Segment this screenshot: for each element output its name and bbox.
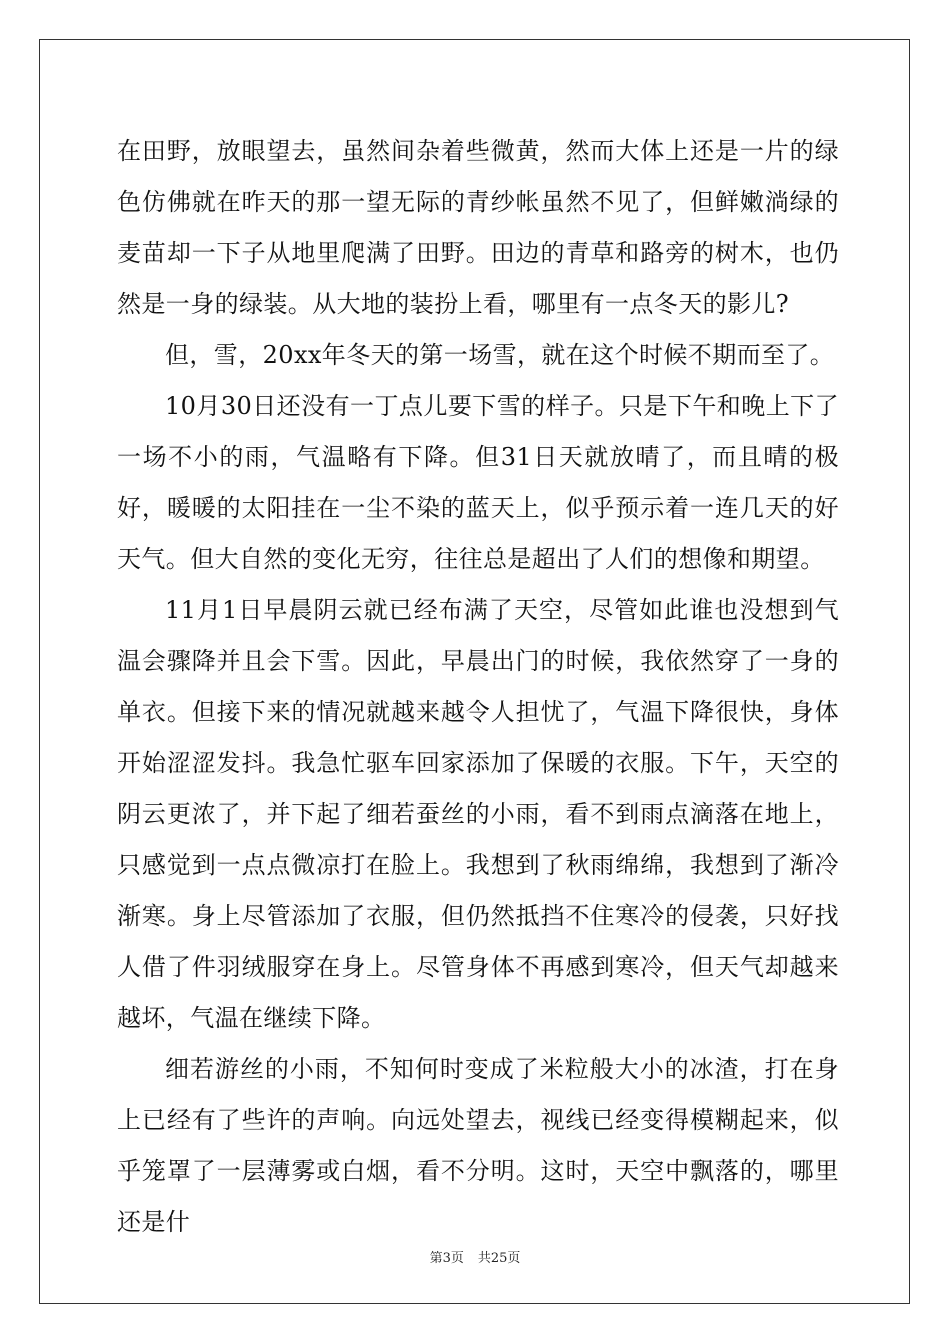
paragraph-1: 在田野，放眼望去，虽然间杂着些微黄，然而大体上还是一片的绿色仿佛就在昨天的那一望无际的青纱帐虽然不见了，但鲜嫩淌绿的麦苗却一下子从地里爬满了田野。田边的青草和路旁的树木，也仍然是一身的绿装。从大地的装扮上看，哪里有一点冬天的影儿? bbox=[117, 137, 839, 318]
page-number-total: 共25页 bbox=[477, 1251, 521, 1266]
paragraph-4: 11月1日早晨阴云就已经布满了天空，尽管如此谁也没想到气温会骤降并且会下雪。因此，早晨出门的时候，我依然穿了一身的单衣。但接下来的情况就越来越令人担忧了，气温下降很快，身体开始涩涩发抖。我急忙驱车回家添加了保暖的衣服。下午，天空的阴云更浓了，并下起了细若蚕丝的小雨，看不到雨点滴落在地上，只感觉到一点点微凉打在脸上。我想到了秋雨绵绵，我想到了渐冷渐寒。身上尽管添加了衣服，但仍然抵挡不住寒冷的侵袭，只好找人借了件羽绒服穿在身上。尽管身体不再感到寒冷，但天气却越来越坏，气温在继续下降。 bbox=[117, 596, 839, 1032]
document-body bbox=[117, 126, 839, 1248]
paragraph-3: 10月30日还没有一丁点儿要下雪的样子。只是下午和晚上下了一场不小的雨，气温略有下降。但31日天就放晴了，而且晴的极好，暖暖的太阳挂在一尘不染的蓝天上，似乎预示着一连几天的好天气。但大自然的变化无穷，往往总是超出了人们的想像和期望。 bbox=[117, 392, 839, 573]
page-footer bbox=[0, 1247, 950, 1266]
paragraph-2: 但，雪，20xx年冬天的第一场雪，就在这个时候不期而至了。 bbox=[165, 341, 835, 369]
page-number-current: 第3页 bbox=[429, 1251, 464, 1266]
paragraph-5: 细若游丝的小雨，不知何时变成了米粒般大小的冰渣，打在身上已经有了些许的声响。向远处望去，视线已经变得模糊起来，似乎笼罩了一层薄雾或白烟，看不分明。这时，天空中飘落的，哪里还是什 bbox=[117, 1055, 839, 1236]
